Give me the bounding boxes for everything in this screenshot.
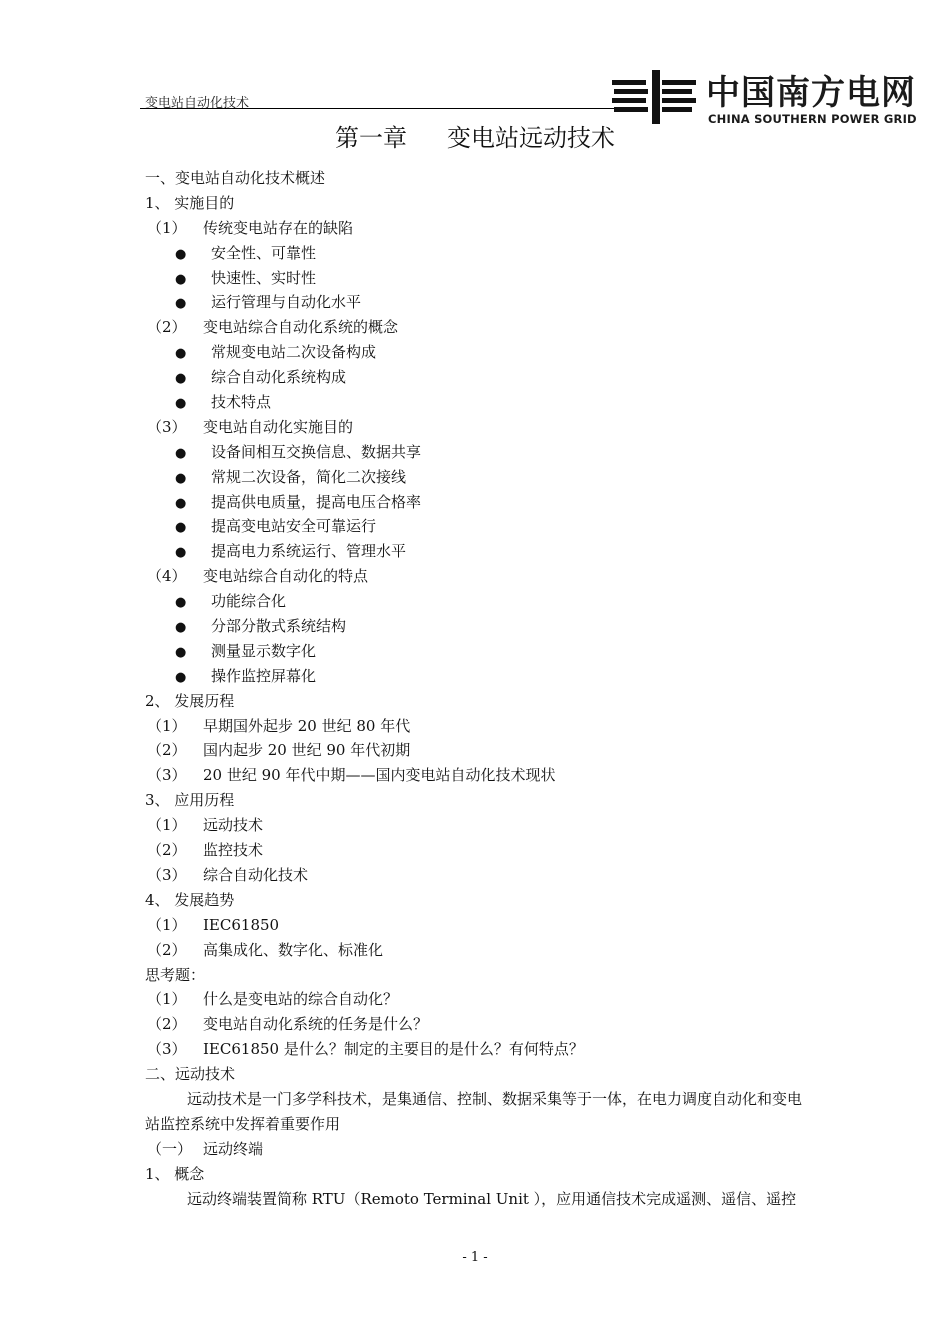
numbered-item [145, 216, 810, 241]
item-number: （1） [147, 816, 187, 835]
item-number: （1） [147, 716, 187, 735]
item-text: 监控技术 [203, 841, 264, 860]
bullet-icon: ● [175, 371, 187, 387]
item-text: 国内起步 20 世纪 90 年代初期 [203, 741, 411, 760]
item-text: 变电站综合自动化的特点 [203, 567, 369, 586]
bullet-text: 提高电力系统运行、管理水平 [211, 542, 407, 561]
numbered-item [145, 863, 810, 888]
item-text: 20 世纪 90 年代中期——国内变电站自动化技术现状 [203, 766, 556, 785]
item-number: （1） [147, 915, 187, 934]
section-heading: 1、 概念 [145, 1164, 205, 1183]
bullet-icon: ● [175, 669, 187, 685]
bullet-text: 综合自动化系统构成 [211, 368, 347, 387]
numbered-item [145, 763, 810, 788]
numbered-item [145, 1012, 810, 1037]
item-text: 什么是变电站的综合自动化？ [203, 990, 399, 1009]
item-number: （2） [147, 318, 187, 337]
item-text: 变电站综合自动化系统的概念 [203, 318, 399, 337]
header-rule [140, 108, 615, 109]
bullet-text: 安全性、可靠性 [211, 243, 317, 262]
item-text: 变电站自动化系统的任务是什么？ [203, 1015, 429, 1034]
item-number: （一） [147, 1139, 193, 1158]
bullet-icon: ● [175, 470, 187, 486]
bullet-text: 分部分散式系统结构 [211, 617, 347, 636]
bullet-item [145, 589, 810, 614]
numbered-item [145, 838, 810, 863]
chapter-title [0, 118, 950, 153]
chapter-name: 变电站远动技术 [447, 124, 615, 152]
item-text: 变电站自动化实施目的 [203, 417, 354, 436]
bullet-icon: ● [175, 595, 187, 611]
item-text: 早期国外起步 20 世纪 80 年代 [203, 716, 411, 735]
running-header: 变电站自动化技术 [145, 96, 250, 111]
item-text: 远动终端 [203, 1139, 264, 1158]
bullet-text: 常规变电站二次设备构成 [211, 343, 377, 362]
bullet-item [145, 614, 810, 639]
section-heading: 一、变电站自动化技术概述 [145, 169, 326, 187]
numbered-item [145, 987, 810, 1012]
bullet-icon: ● [175, 445, 187, 461]
bullet-item [145, 490, 810, 515]
paragraph: 远动技术是一门多学科技术，是集通信、控制、数据采集等于一体，在电力调度自动化和变电站监控系统中发挥着重要作用 [145, 1089, 803, 1133]
section-heading: 1、 实施目的 [145, 193, 235, 212]
paragraph: 远动终端装置简称 RTU（Remoto Terminal Unit ），应用通信技术完成遥测、遥信、遥控 [187, 1189, 797, 1208]
bullet-text: 常规二次设备，简化二次接线 [211, 467, 407, 486]
bullet-icon: ● [175, 396, 187, 412]
section-heading: 思考题： [145, 965, 206, 984]
item-number: （2） [147, 841, 187, 860]
bullet-item [145, 664, 810, 689]
item-text: IEC61850 是什么？制定的主要目的是什么？有何特点？ [203, 1040, 584, 1059]
section-heading: 3、 应用历程 [145, 791, 235, 810]
item-number: （3） [147, 865, 187, 884]
bullet-icon: ● [175, 296, 187, 312]
item-number: （4） [147, 567, 187, 586]
bullet-item [145, 241, 810, 266]
item-number: （2） [147, 1015, 187, 1034]
bullet-item [145, 639, 810, 664]
item-number: （1） [147, 990, 187, 1009]
numbered-item [145, 913, 810, 938]
numbered-item [145, 714, 810, 739]
bullet-item [145, 514, 810, 539]
numbered-item [145, 938, 810, 963]
item-text: IEC61850 [203, 915, 280, 934]
bullet-text: 功能综合化 [211, 592, 287, 611]
bullet-text: 运行管理与自动化水平 [211, 293, 362, 312]
bullet-item [145, 266, 810, 291]
item-number: （3） [147, 766, 187, 785]
bullet-icon: ● [175, 520, 187, 536]
bullet-item [145, 440, 810, 465]
bullet-text: 提高供电质量，提高电压合格率 [211, 492, 422, 511]
bullet-item [145, 365, 810, 390]
bullet-text: 快速性、实时性 [211, 268, 317, 287]
document-body [145, 166, 810, 1211]
bullet-icon: ● [175, 644, 187, 660]
bullet-text: 设备间相互交换信息、数据共享 [211, 442, 422, 461]
numbered-item [145, 813, 810, 838]
item-text: 高集成化、数字化、标准化 [203, 940, 384, 959]
bullet-item [145, 465, 810, 490]
section-heading: 2、 发展历程 [145, 691, 235, 710]
bullet-text: 技术特点 [211, 393, 272, 412]
logo-english-name: CHINA SOUTHERN POWER GRID [708, 112, 917, 126]
item-text: 综合自动化技术 [203, 865, 309, 884]
bullet-icon: ● [175, 545, 187, 561]
section-heading: 二、远动技术 [145, 1065, 236, 1084]
numbered-item [145, 1137, 810, 1162]
bullet-text: 测量显示数字化 [211, 641, 317, 660]
item-number: （3） [147, 1040, 187, 1059]
bullet-icon: ● [175, 246, 187, 262]
numbered-item [145, 564, 810, 589]
chapter-number: 第一章 [335, 124, 407, 152]
item-number: （2） [147, 940, 187, 959]
outline-list [145, 166, 810, 1087]
bullet-item [145, 290, 810, 315]
logo-chinese-name: 中国南方电网 [706, 73, 916, 113]
bullet-text: 提高变电站安全可靠运行 [211, 517, 377, 536]
item-text: 传统变电站存在的缺陷 [203, 218, 354, 237]
item-number: （1） [147, 218, 187, 237]
numbered-item [145, 415, 810, 440]
bullet-icon: ● [175, 346, 187, 362]
bullet-icon: ● [175, 495, 187, 511]
bullet-icon: ● [175, 620, 187, 636]
bullet-item [145, 539, 810, 564]
bullet-item [145, 340, 810, 365]
numbered-item [145, 738, 810, 763]
bullet-text: 操作监控屏幕化 [211, 666, 317, 685]
item-number: （3） [147, 417, 187, 436]
outline-list [145, 1137, 810, 1187]
section-heading: 4、 发展趋势 [145, 890, 235, 909]
bullet-item [145, 390, 810, 415]
page-number: - 1 - [462, 1250, 488, 1265]
item-number: （2） [147, 741, 187, 760]
numbered-item [145, 1037, 810, 1062]
numbered-item [145, 315, 810, 340]
bullet-icon: ● [175, 271, 187, 287]
item-text: 远动技术 [203, 816, 264, 835]
